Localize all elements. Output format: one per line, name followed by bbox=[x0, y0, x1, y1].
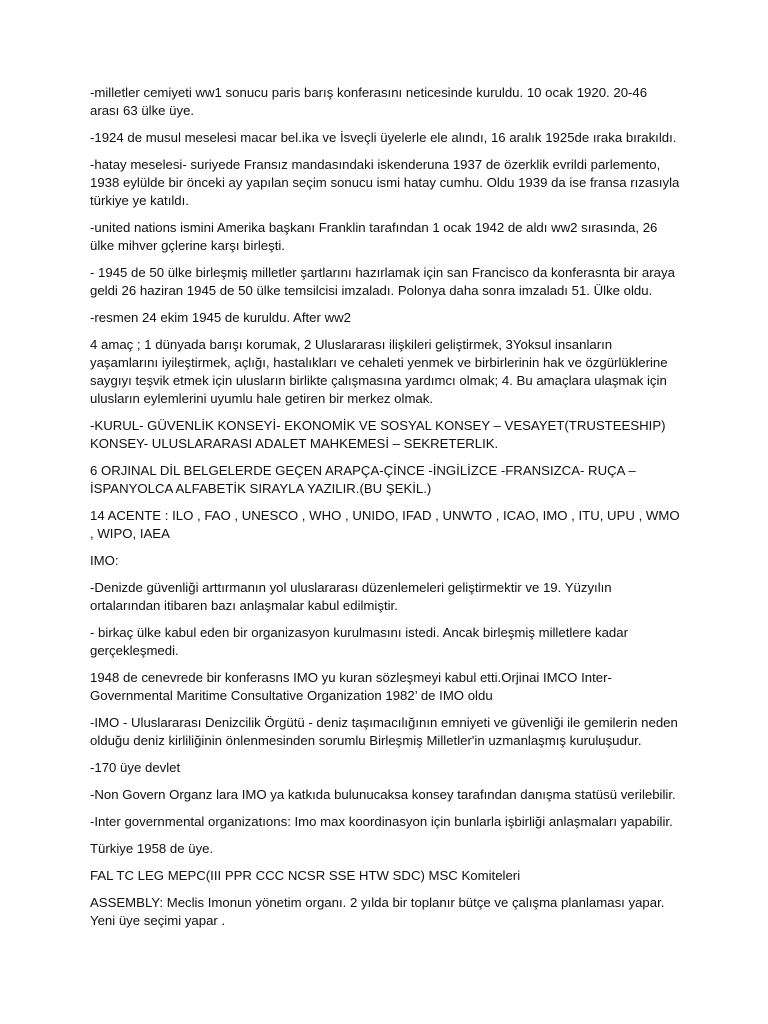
paragraph-san-francisco-conference: - 1945 de 50 ülke birleşmiş milletler şartlarını hazırlamak için san Francisco da konferasnta bir araya geldi 26 haziran 1945 de 50 ülke temsilcisi imzaladı. Polonya daha sonra imzaladı 51. Ülke oldu. bbox=[90, 265, 675, 298]
paragraph-igo-cooperation: -Inter governmental organizatıons: Imo max koordinasyon için bunlarla işbirliği anlaşmaları yapabilir. bbox=[90, 814, 673, 829]
paragraph-assembly: ASSEMBLY: Meclis Imonun yönetim organı. 2 yılda bir toplanır bütçe ve çalışma planlaması yapar. Yeni üye seçimi yapar . bbox=[90, 895, 665, 928]
paragraph-imo-safety: -Denizde güvenliği arttırmanın yol uluslararası düzenlemeleri geliştirmektir ve 19. Yüzyılın ortalarından itibaren bazı anlaşmalar kabul edilmiştir. bbox=[90, 580, 612, 613]
paragraph-committees: FAL TC LEG MEPC(III PPR CCC NCSR SSE HTW SDC) MSC Komiteleri bbox=[90, 868, 521, 883]
paragraph-official-languages: 6 ORJINAL DİL BELGELERDE GEÇEN ARAPÇA-ÇİNCE -İNGİLİZCE -FRANSIZCA- RUÇA – İSPANYOLCA ALFABETİK SIRAYLA YAZILIR.(BU ŞEKİL.) bbox=[90, 463, 636, 496]
paragraph-main-organs: -KURUL- GÜVENLİK KONSEYİ- EKONOMİK VE SOSYAL KONSEY – VESAYET(TRUSTEESHIP) KONSEY- ULUSLARARASI ADALET MAHKEMESİ – SEKRETERLIK. bbox=[90, 418, 666, 451]
paragraph-imo-definition: -IMO - Uluslararası Denizcilik Örgütü - deniz taşımacılığının emniyeti ve güvenliği ile gemilerin neden olduğu deniz kirliliğinin önlenmesinden sorumlu Birleşmiş Milletler'in uzmanlaşmış kuruluşudur. bbox=[90, 715, 678, 748]
paragraph-league-of-nations: -milletler cemiyeti ww1 sonucu paris barış konferasını neticesinde kuruldu. 10 ocak 1920. 20-46 arası 63 ülke üye. bbox=[90, 85, 648, 118]
paragraph-four-goals: 4 amaç ; 1 dünyada barışı korumak, 2 Uluslararası ilişkileri geliştirmek, 3Yoksul insanların yaşamlarını iyileştirmek, açlığı, hastalıkları ve cehaleti yenmek ve birbirlerinin hak ve özgürlüklerine saygıyı teşvik etmek için ulusların birlikte çalışmasına yardımcı olmak; 4. Bu amaçlara ulaşmak için ulusların eylemlerini uyumlu hale getiren bir merkez olmak. bbox=[90, 337, 668, 406]
paragraph-imo-geneva-1948: 1948 de cenevrede bir konferasns IMO yu kuran sözleşmeyi kabul etti.Orjinai IMCO Inter-Governmental Maritime Consultative Organization 1982’ de IMO oldu bbox=[90, 670, 612, 703]
paragraph-imo-organization-request: - birkaç ülke kabul eden bir organizasyon kurulmasını istedi. Ancak birleşmiş milletlere kadar gerçekleşmedi. bbox=[90, 625, 628, 658]
paragraph-mosul-question: -1924 de musul meselesi macar bel.ika ve İsveçli üyelerle ele alındı, 16 aralık 1925de ıraka bırakıldı. bbox=[90, 130, 677, 145]
paragraph-imo-members: -170 üye devlet bbox=[90, 760, 181, 775]
paragraph-hatay-question: -hatay meselesi- suriyede Fransız mandasındaki iskenderuna 1937 de özerklik evrildi parlemento, 1938 eylülde bir önceki ay yapılan seçim sonucu ismi hatay cumhu. Oldu 1939 da ise fransa rızasıyla türkiye ye katıldı. bbox=[90, 157, 680, 208]
paragraph-united-nations-name: -united nations ismini Amerika başkanı Franklin tarafından 1 ocak 1942 de aldı ww2 sırasında, 26 ülke mihver gçlerine karşı birleşti. bbox=[90, 220, 658, 253]
paragraph-turkey-membership: Türkiye 1958 de üye. bbox=[90, 841, 214, 856]
paragraph-agencies: 14 ACENTE : ILO , FAO , UNESCO , WHO , UNIDO, IFAD , UNWTO , ICAO, IMO , ITU, UPU , WMO , WIPO, IAEA bbox=[90, 508, 680, 541]
paragraph-ngo-status: -Non Govern Organz lara IMO ya katkıda bulunucaksa konsey tarafından danışma statüsü verilebilir. bbox=[90, 787, 676, 802]
paragraph-imo-heading: IMO: bbox=[90, 553, 119, 568]
paragraph-official-founding: -resmen 24 ekim 1945 de kuruldu. After ww2 bbox=[90, 310, 351, 325]
document-body bbox=[90, 84, 680, 939]
